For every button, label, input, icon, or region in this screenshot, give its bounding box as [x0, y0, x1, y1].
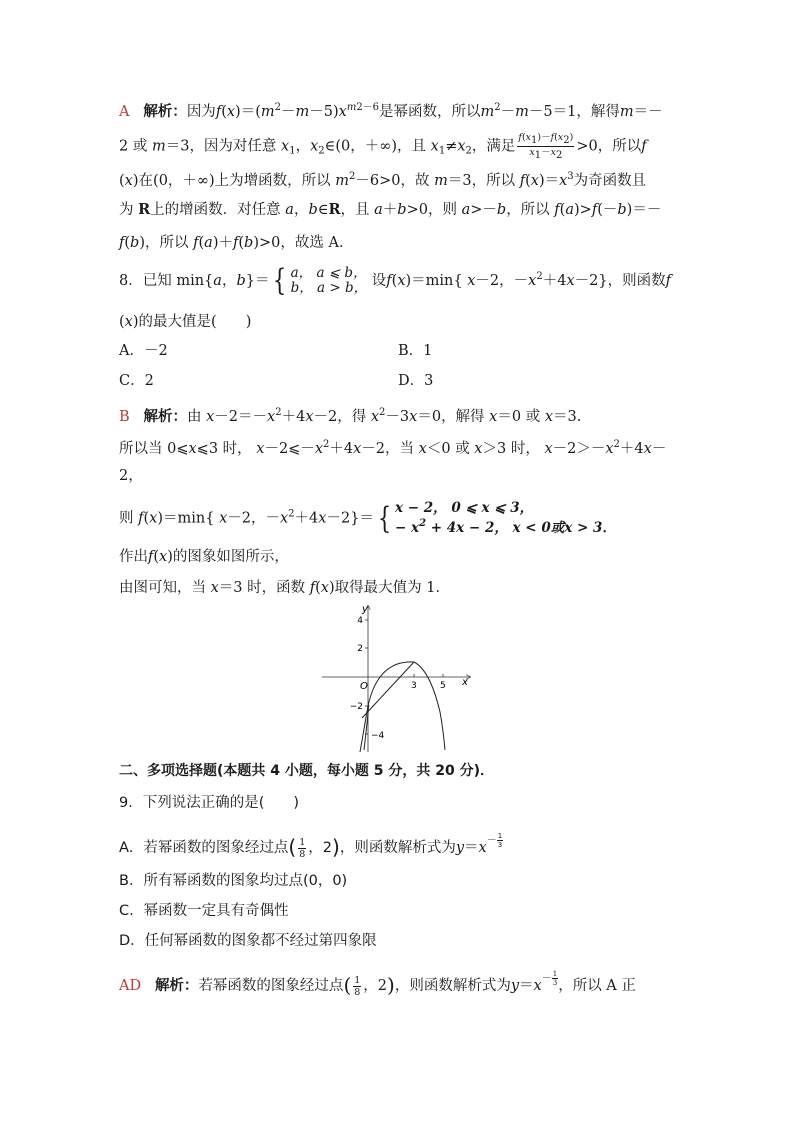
parabola-right-branch [414, 662, 445, 750]
q9-option-d: D．任何幂函数的图象都不经过第四象限 [119, 933, 377, 949]
q8-solution-line3: 2， [119, 468, 143, 484]
q8-solution-line5: 作出f(x)的图象如图所示， [119, 549, 289, 565]
tick-y-neg4: −4 [371, 731, 385, 741]
q7-answer: A [119, 104, 130, 120]
q8-option-a: A．－2 [119, 343, 168, 359]
tick-x-5: 5 [440, 681, 446, 691]
tick-y-neg2: −2 [349, 702, 363, 712]
q8-option-d: D．3 [398, 373, 434, 389]
tick-y-4: 4 [357, 616, 363, 626]
q8-option-c: C．2 [119, 373, 154, 389]
q9-solution-line1: AD 解析：若幂函数的图象经过点( $\frac{1}{8}$ ，2)，则函数解析式为$y=x^{- \frac{1}{3}}$ ，所以 A 正 [119, 970, 636, 998]
q7-fraction: $\frac{f(x1)-f(x2)}{x1-x2}$ [518, 132, 574, 161]
q9-stem: 9．下列说法正确的是( ) [119, 795, 300, 811]
x-axis-label: x [462, 677, 468, 688]
q9-option-c: C．幂函数一定具有奇偶性 [119, 903, 289, 919]
q7-solution-line1: A 解析：因为$f(x)=(m^2-m-5)x^{m2-6}$是幂函数，所以$m^2-m-5=1$，解得m＝－ [119, 102, 663, 120]
q8-solution-line4: 则 f(x)＝min{ x－2，$-x^2+4x-2\}=$ { x − 2， 0 ⩽ x ⩽ 3， − $x^2 + 4x - 2$， x < 0或x > 3． [119, 500, 616, 536]
q8-solution-line1: B 解析：由 $x-2=-x^2+4x-2$，得 $x^2-3x=0$，解得 x＝0 或 x＝3. [119, 407, 582, 425]
q9-option-a: A．若幂函数的图象经过点( $\frac{1}{8}$ ，2)，则函数解析式为$y=x^{- \frac{1}{3}}$ [119, 831, 503, 860]
function-graph [318, 600, 478, 755]
q9-analysis-label: 解析： [154, 977, 199, 994]
q7-solution-line5: f(b)，所以 f(a)＋f(b)>0，故选 A． [119, 235, 354, 251]
q8-stem-line1: 8．已知 min{a，b}＝ { a， a ⩽ b， b， a > b， 设f(x)＝min{ x－2，$-x^2+4x-2$}，则函数f [119, 263, 671, 298]
y-axis-label: y [362, 604, 368, 615]
origin-label: O [360, 681, 368, 692]
q7-solution-line3: (x)在(0，＋∞)上为增函数，所以 $m^2-6>0$，故 m＝3，所以 $f(x)=x^3$为奇函数且 [119, 171, 647, 189]
q9-answer: AD [119, 978, 142, 994]
q7-analysis-label: 解析： [143, 103, 187, 120]
q8-answer: B [119, 409, 130, 425]
q8-stem-line2: (x)的最大值是( ) [119, 314, 252, 330]
q8-option-b: B．1 [398, 343, 433, 359]
q9-option-b: B．所有幂函数的图象均过点(0，0) [119, 873, 348, 889]
q7-solution-line2: 2 或 m＝3，因为对任意 $x_1$，$x_2\in(0$，＋∞)，且 $x_1\ne x_2$，满足 $\frac{f(x1)-f(x2)}{x1-x2}$ >0，所以f [119, 132, 647, 161]
q8-solution-line2: 所以当 0⩽x⩽3 时， $x-2⩽-x^2+4x-2$，当 x＜0 或 x＞3 时， $x-2>-x^2+4x-$ [119, 439, 667, 457]
tick-y-2: 2 [357, 644, 363, 654]
q8-analysis-label: 解析： [143, 408, 187, 425]
q8-solution-line6: 由图可知，当 x＝3 时，函数 f(x)取得最大值为 1． [119, 580, 450, 596]
line-x-minus-2 [362, 662, 414, 718]
q7-solution-line4: 为 R上的增函数．对任意 a，b∈R，且 a＋b>0，则 a>－b，所以 f(a)>f(－b)＝－ [119, 201, 662, 218]
section-title: 二、多项选择题(本题共 4 小题，每小题 5 分，共 20 分)． [119, 763, 495, 779]
tick-x-3: 3 [411, 681, 417, 691]
